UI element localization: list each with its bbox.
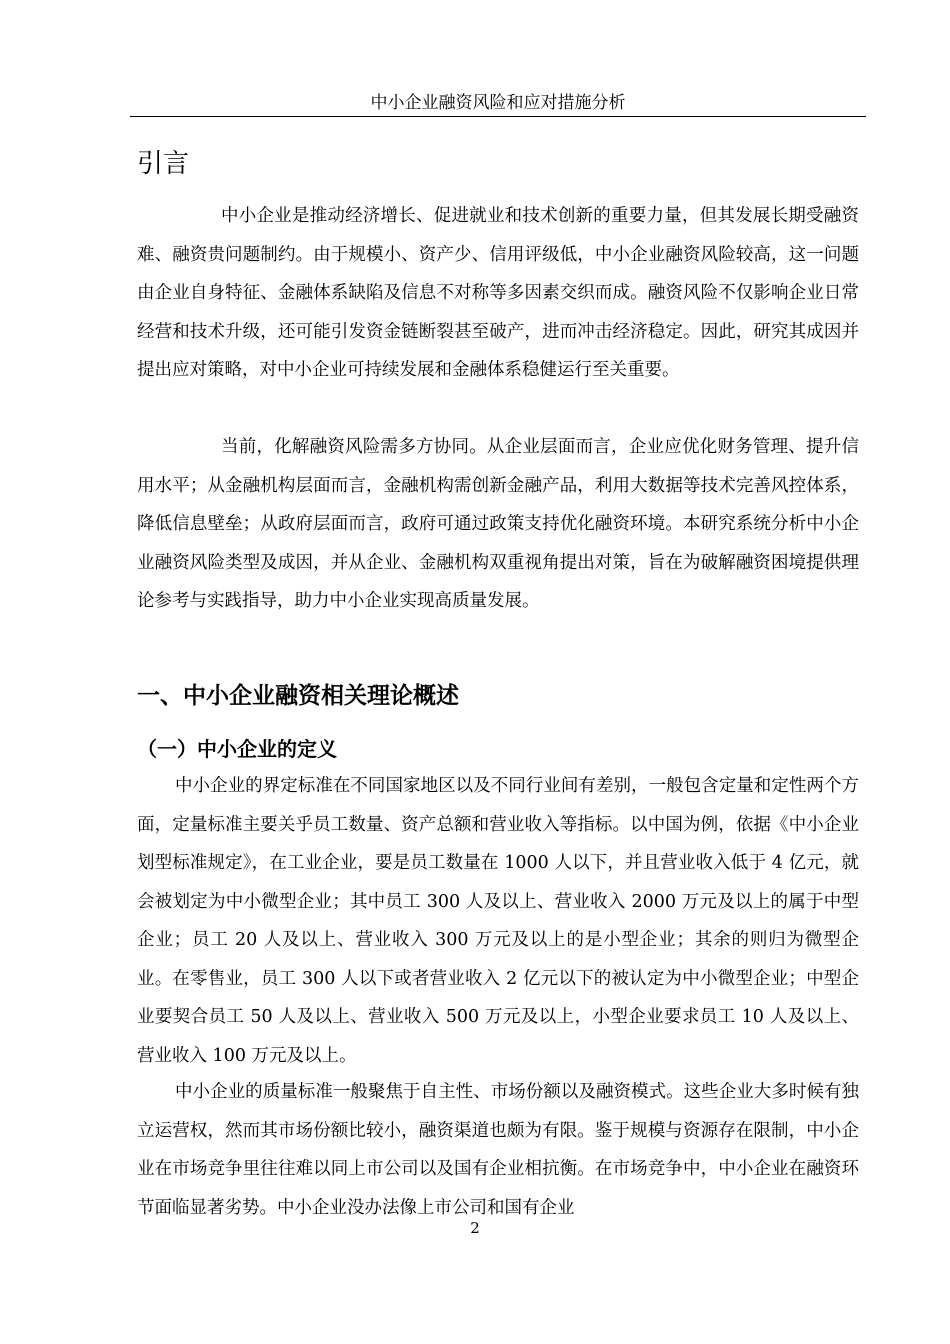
section-paragraph-1: 中小企业的界定标准在不同国家地区以及不同行业间有差别，一般包含定量和定性两个方面，定量标准主要关乎员工数量、资产总额和营业收入等指标。以中国为例，依据《中小企业划型标准规定》，在工业企业，要是员工数量在 1000 人以下，并且营业收入低于 4 亿元，就会被划定为中小微型企业；其中员工 300 人及以上、营业收入 2000 万元及以上的属于中型企业；员工 20 人及以上、营业收入 300 万元及以上的是小型企业；其余的则归为微型企业。在零售业，员工 300 人以下或者营业收入 2 亿元以下的被认定为中小微型企业；中型企业要契合员工 50 人及以上、营业收入 500 万元及以上，小型企业要求员工 10 人及以上、营业收入 100 万元及以上。	[137, 776, 859, 1066]
section-heading: （一）中小企业的定义	[137, 737, 337, 761]
section-paragraph-2: 中小企业的质量标准一般聚焦于自主性、市场份额以及融资模式。这些企业大多时候有独立运营权，然而其市场份额比较小，融资渠道也颇为有限。鉴于规模与资源存在限制，中小企业在市场竞争里往往难以同上市公司以及国有企业相抗衡。在市场竞争中，中小企业在融资环节面临显著劣势。中小企业没办法像上市公司和国有企业	[137, 1082, 859, 1218]
introduction-paragraph-1: 中小企业是推动经济增长、促进就业和技术创新的重要力量，但其发展长期受融资难、融资贵问题制约。由于规模小、资产少、信用评级低，中小企业融资风险较高，这一问题由企业自身特征、金融体系缺陷及信息不对称等多因素交织而成。融资风险不仅影响企业日常经营和技术升级，还可能引发资金链断裂甚至破产，进而冲击经济稳定。因此，研究其成因并提出应对策略，对中小企业可持续发展和金融体系稳健运行至关重要。	[137, 206, 859, 380]
introduction-paragraph-2: 当前，化解融资风险需多方协同。从企业层面而言，企业应优化财务管理、提升信用水平；从金融机构层面而言，金融机构需创新金融产品，利用大数据等技术完善风控体系，降低信息壁垒；从政府层面而言，政府可通过政策支持优化融资环境。本研究系统分析中小企业融资风险类型及成因，并从企业、金融机构双重视角提出对策，旨在为破解融资困境提供理论参考与实践指导，助力中小企业实现高质量发展。	[137, 437, 859, 611]
running-header: 中小企业融资风险和应对措施分析	[370, 93, 626, 113]
chapter-heading: 一、中小企业融资相关理论概述	[137, 683, 459, 709]
header-rule	[130, 116, 866, 117]
page-number: 2	[470, 1219, 480, 1237]
introduction-title: 引言	[137, 149, 190, 179]
